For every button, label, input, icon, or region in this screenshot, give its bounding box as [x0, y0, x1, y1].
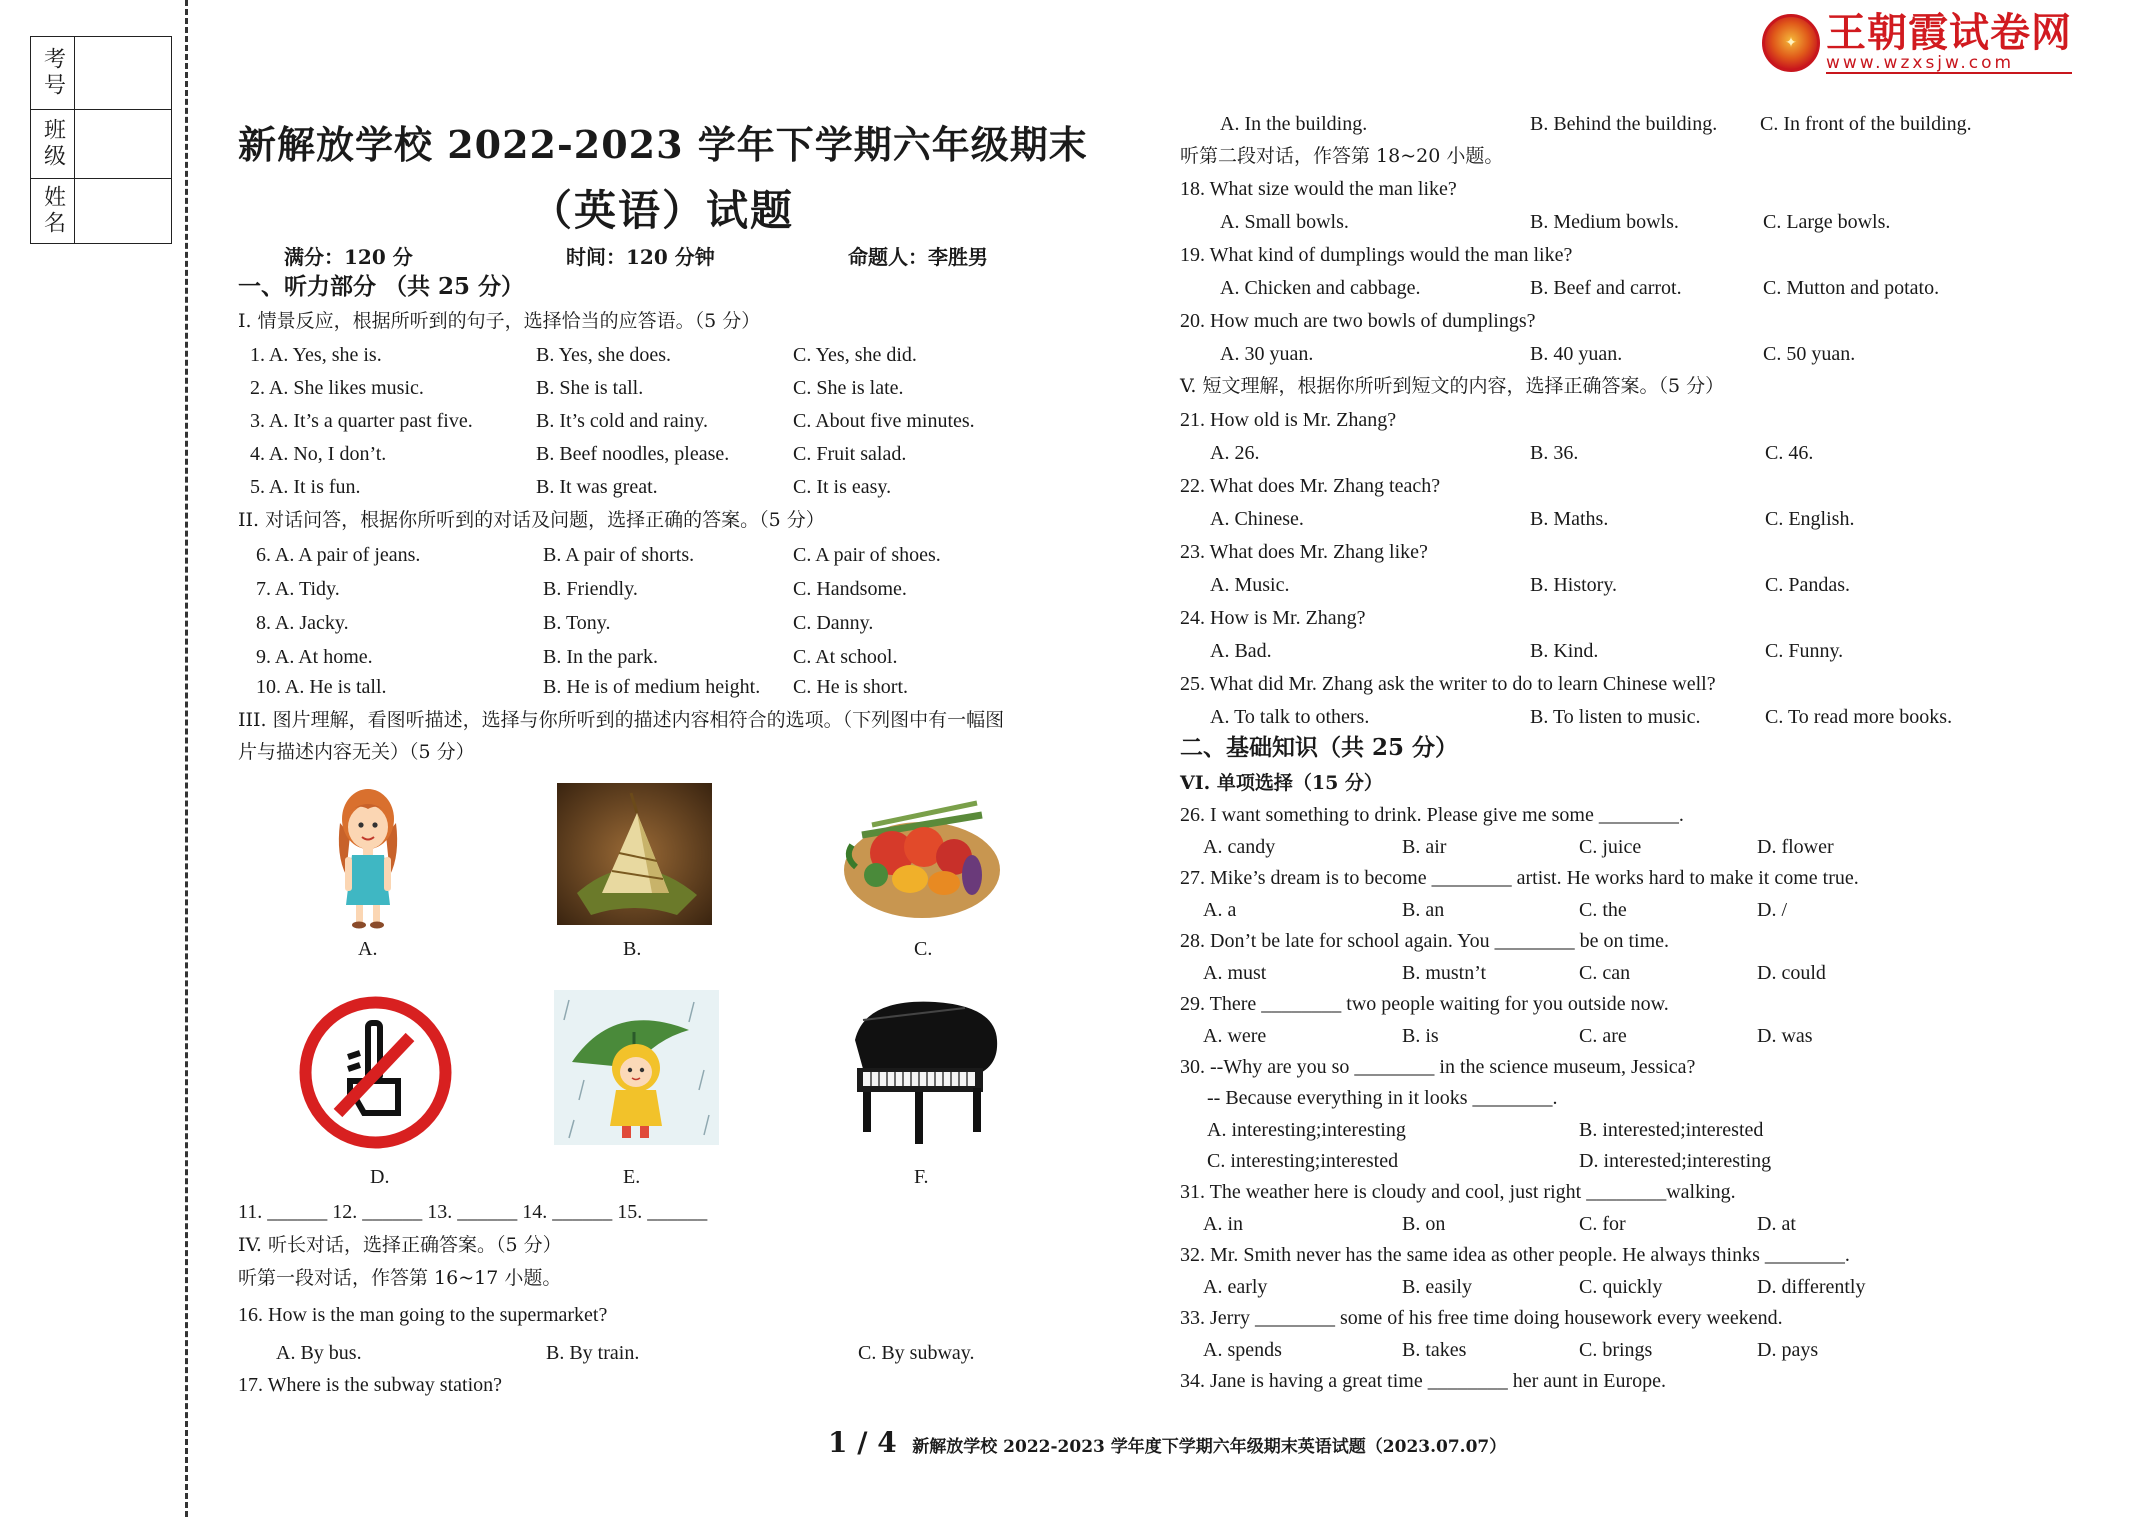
girl-picture [328, 785, 408, 930]
q5-a: 5. A. It is fun. [250, 476, 361, 498]
q16-b: B. By train. [546, 1342, 640, 1364]
q19-stem: 19. What kind of dumplings would the man like? [1180, 244, 1573, 266]
q17-c: C. In front of the building. [1760, 113, 1972, 135]
section3-heading: III. 图片理解，看图听描述，选择与你所听到的描述内容相符合的选项。（下列图中有一幅图 [238, 709, 1005, 731]
q19-c: C. Mutton and potato. [1763, 277, 1940, 299]
q30-stem-b: -- Because everything in it looks ________. [1207, 1087, 1558, 1109]
q9-c: C. At school. [793, 646, 898, 668]
part2-heading: 二、基础知识（共 25 分） [1180, 734, 1459, 761]
q20-c: C. 50 yuan. [1763, 343, 1856, 365]
section4-heading: IV. 听长对话，选择正确答案。（5 分） [238, 1234, 562, 1256]
q26-b: B. air [1402, 836, 1447, 858]
q32-c: C. quickly [1579, 1276, 1663, 1298]
q19-b: B. Beef and carrot. [1530, 277, 1682, 299]
q27-c: C. the [1579, 899, 1627, 921]
q34-stem: 34. Jane is having a great time ________ her aunt in Europe. [1180, 1370, 1666, 1392]
q30-d: D. interested;interesting [1579, 1150, 1772, 1172]
picture-label-b: B. [623, 938, 642, 960]
vegetable-basket-picture [832, 775, 1012, 925]
q10-c: C. He is short. [793, 676, 908, 698]
q6-a: 6. A. A pair of jeans. [256, 544, 421, 566]
q22-stem: 22. What does Mr. Zhang teach? [1180, 475, 1441, 497]
binding-dashed-line [185, 0, 188, 1517]
q29-c: C. are [1579, 1025, 1627, 1047]
exam-number-field[interactable] [75, 37, 171, 109]
name-row [31, 179, 171, 243]
q3-c: C. About five minutes. [793, 410, 975, 432]
footer-text: 新解放学校 2022-2023 学年度下学期六年级期末英语试题（2023.07.07） [912, 1437, 1507, 1457]
q26-d: D. flower [1757, 836, 1834, 858]
logo-text [1826, 12, 2072, 74]
q10-b: B. He is of medium height. [543, 676, 761, 698]
q8-c: C. Danny. [793, 612, 874, 634]
q21-a: A. 26. [1210, 442, 1260, 464]
q26-c: C. juice [1579, 836, 1642, 858]
class-label: 班级 [31, 110, 75, 178]
q28-c: C. can [1579, 962, 1631, 984]
logo-badge-icon: ✦ [1762, 14, 1820, 72]
q10-a: 10. A. He is tall. [256, 676, 387, 698]
q33-a: A. spends [1203, 1339, 1282, 1361]
q29-b: B. is [1402, 1025, 1439, 1047]
q33-b: B. takes [1402, 1339, 1467, 1361]
picture-label-d: D. [370, 1166, 390, 1188]
q22-c: C. English. [1765, 508, 1855, 530]
q8-a: 8. A. Jacky. [256, 612, 349, 634]
q9-a: 9. A. At home. [256, 646, 373, 668]
q25-a: A. To talk to others. [1210, 706, 1370, 728]
q21-c: C. 46. [1765, 442, 1814, 464]
q32-a: A. early [1203, 1276, 1268, 1298]
q28-stem: 28. Don’t be late for school again. You ________ be on time. [1180, 930, 1670, 952]
q23-stem: 23. What does Mr. Zhang like? [1180, 541, 1428, 563]
class-row [31, 110, 171, 179]
section4-part2: 听第二段对话，作答第 18~20 小题。 [1180, 145, 1504, 167]
q7-b: B. Friendly. [543, 578, 638, 600]
q7-a: 7. A. Tidy. [256, 578, 340, 600]
answer-blanks-11-15[interactable]: 11. ______ 12. ______ 13. ______ 14. ______ 15. ______ [238, 1201, 708, 1223]
q30-c: C. interesting;interested [1207, 1150, 1399, 1172]
q31-b: B. on [1402, 1213, 1446, 1235]
picture-label-f: F. [914, 1166, 929, 1188]
q22-b: B. Maths. [1530, 508, 1609, 530]
q29-a: A. were [1203, 1025, 1267, 1047]
q25-c: C. To read more books. [1765, 706, 1953, 728]
q30-a: A. interesting;interesting [1207, 1119, 1406, 1141]
q17-b: B. Behind the building. [1530, 113, 1718, 135]
q8-b: B. Tony. [543, 612, 611, 634]
q1-b: B. Yes, she does. [536, 344, 672, 366]
q27-stem: 27. Mike’s dream is to become ________ artist. He works hard to make it come true. [1180, 867, 1859, 889]
q28-d: D. could [1757, 962, 1826, 984]
q6-c: C. A pair of shoes. [793, 544, 941, 566]
q24-b: B. Kind. [1530, 640, 1599, 662]
q30-b: B. interested;interested [1579, 1119, 1764, 1141]
exam-subtitle: （英语）试题 [530, 186, 795, 235]
q16-stem: 16. How is the man going to the supermarket? [238, 1304, 608, 1326]
q32-d: D. differently [1757, 1276, 1866, 1298]
class-field[interactable] [75, 110, 171, 178]
q18-c: C. Large bowls. [1763, 211, 1891, 233]
q4-c: C. Fruit salad. [793, 443, 907, 465]
q4-b: B. Beef noodles, please. [536, 443, 730, 465]
q33-stem: 33. Jerry ________ some of his free time doing housework every weekend. [1180, 1307, 1783, 1329]
section1-heading: I. 情景反应，根据所听到的句子，选择恰当的应答语。（5 分） [238, 310, 761, 332]
q21-b: B. 36. [1530, 442, 1579, 464]
q20-stem: 20. How much are two bowls of dumplings? [1180, 310, 1536, 332]
full-score: 满分：120 分 [284, 245, 413, 269]
q2-a: 2. A. She likes music. [250, 377, 424, 399]
student-info-table [30, 36, 172, 244]
no-noise-sign-icon [298, 995, 453, 1150]
q20-b: B. 40 yuan. [1530, 343, 1623, 365]
q24-stem: 24. How is Mr. Zhang? [1180, 607, 1366, 629]
piano-picture [845, 990, 1005, 1150]
q6-b: B. A pair of shorts. [543, 544, 695, 566]
picture-label-a: A. [358, 938, 378, 960]
q27-b: B. an [1402, 899, 1445, 921]
q23-a: A. Music. [1210, 574, 1290, 596]
q9-b: B. In the park. [543, 646, 658, 668]
q28-a: A. must [1203, 962, 1267, 984]
q33-d: D. pays [1757, 1339, 1819, 1361]
q5-b: B. It was great. [536, 476, 658, 498]
logo-name: 王朝霞试卷网 [1826, 10, 2072, 56]
q20-a: A. 30 yuan. [1220, 343, 1314, 365]
zongzi-picture [557, 783, 712, 925]
section6-heading: VI. 单项选择（15 分） [1180, 772, 1383, 794]
exam-title: 新解放学校 2022-2023 学年下学期六年级期末 [238, 122, 1088, 167]
exam-author: 命题人：李胜男 [848, 245, 988, 269]
q19-a: A. Chicken and cabbage. [1220, 277, 1421, 299]
site-logo [1762, 10, 2082, 76]
q31-a: A. in [1203, 1213, 1243, 1235]
q3-b: B. It’s cold and rainy. [536, 410, 709, 432]
q7-c: C. Handsome. [793, 578, 907, 600]
q24-c: C. Funny. [1765, 640, 1844, 662]
q25-stem: 25. What did Mr. Zhang ask the writer to do to learn Chinese well? [1180, 673, 1716, 695]
q1-c: C. Yes, she did. [793, 344, 917, 366]
q29-d: D. was [1757, 1025, 1813, 1047]
q26-a: A. candy [1203, 836, 1276, 858]
page-footer [828, 1426, 1506, 1459]
q18-a: A. Small bowls. [1220, 211, 1349, 233]
q17-stem: 17. Where is the subway station? [238, 1374, 503, 1396]
q2-c: C. She is late. [793, 377, 904, 399]
q31-c: C. for [1579, 1213, 1626, 1235]
q32-b: B. easily [1402, 1276, 1472, 1298]
logo-url: www.wzxsjw.com [1826, 54, 2072, 74]
q21-stem: 21. How old is Mr. Zhang? [1180, 409, 1397, 431]
section3-heading-cont: 片与描述内容无关）（5 分） [238, 741, 475, 763]
q4-a: 4. A. No, I don’t. [250, 443, 387, 465]
q25-b: B. To listen to music. [1530, 706, 1701, 728]
q27-a: A. a [1203, 899, 1237, 921]
section4-part1: 听第一段对话，作答第 16~17 小题。 [238, 1267, 562, 1289]
q18-b: B. Medium bowls. [1530, 211, 1679, 233]
picture-label-c: C. [914, 938, 933, 960]
q17-a: A. In the building. [1220, 113, 1368, 135]
exam-number-label: 考号 [31, 37, 75, 109]
section2-heading: II. 对话问答，根据你所听到的对话及问题，选择正确的答案。（5 分） [238, 509, 825, 531]
q1-a: 1. A. Yes, she is. [250, 344, 382, 366]
q27-d: D. / [1757, 899, 1787, 921]
name-field[interactable] [75, 179, 171, 243]
q33-c: C. brings [1579, 1339, 1653, 1361]
q22-a: A. Chinese. [1210, 508, 1304, 530]
q26-stem: 26. I want something to drink. Please give me some ________. [1180, 804, 1684, 826]
q24-a: A. Bad. [1210, 640, 1272, 662]
q31-d: D. at [1757, 1213, 1796, 1235]
q18-stem: 18. What size would the man like? [1180, 178, 1457, 200]
q28-b: B. mustn’t [1402, 962, 1487, 984]
girl-with-umbrella-picture [554, 990, 719, 1145]
exam-number-row [31, 37, 171, 110]
section5-heading: V. 短文理解，根据你所听到短文的内容，选择正确答案。（5 分） [1180, 375, 1725, 397]
q2-b: B. She is tall. [536, 377, 644, 399]
q23-b: B. History. [1530, 574, 1618, 596]
part1-heading: 一、听力部分 （共 25 分） [238, 273, 525, 300]
q16-a: A. By bus. [276, 1342, 362, 1364]
exam-time: 时间：120 分钟 [566, 245, 715, 269]
page-number: 1 / 4 [828, 1426, 897, 1459]
q3-a: 3. A. It’s a quarter past five. [250, 410, 473, 432]
q32-stem: 32. Mr. Smith never has the same idea as other people. He always thinks ________. [1180, 1244, 1850, 1266]
name-label: 姓名 [31, 179, 75, 243]
q30-stem: 30. --Why are you so ________ in the science museum, Jessica? [1180, 1056, 1696, 1078]
q5-c: C. It is easy. [793, 476, 892, 498]
picture-label-e: E. [623, 1166, 641, 1188]
q16-c: C. By subway. [858, 1342, 975, 1364]
q31-stem: 31. The weather here is cloudy and cool, just right ________walking. [1180, 1181, 1736, 1203]
q23-c: C. Pandas. [1765, 574, 1850, 596]
q29-stem: 29. There ________ two people waiting for you outside now. [1180, 993, 1669, 1015]
